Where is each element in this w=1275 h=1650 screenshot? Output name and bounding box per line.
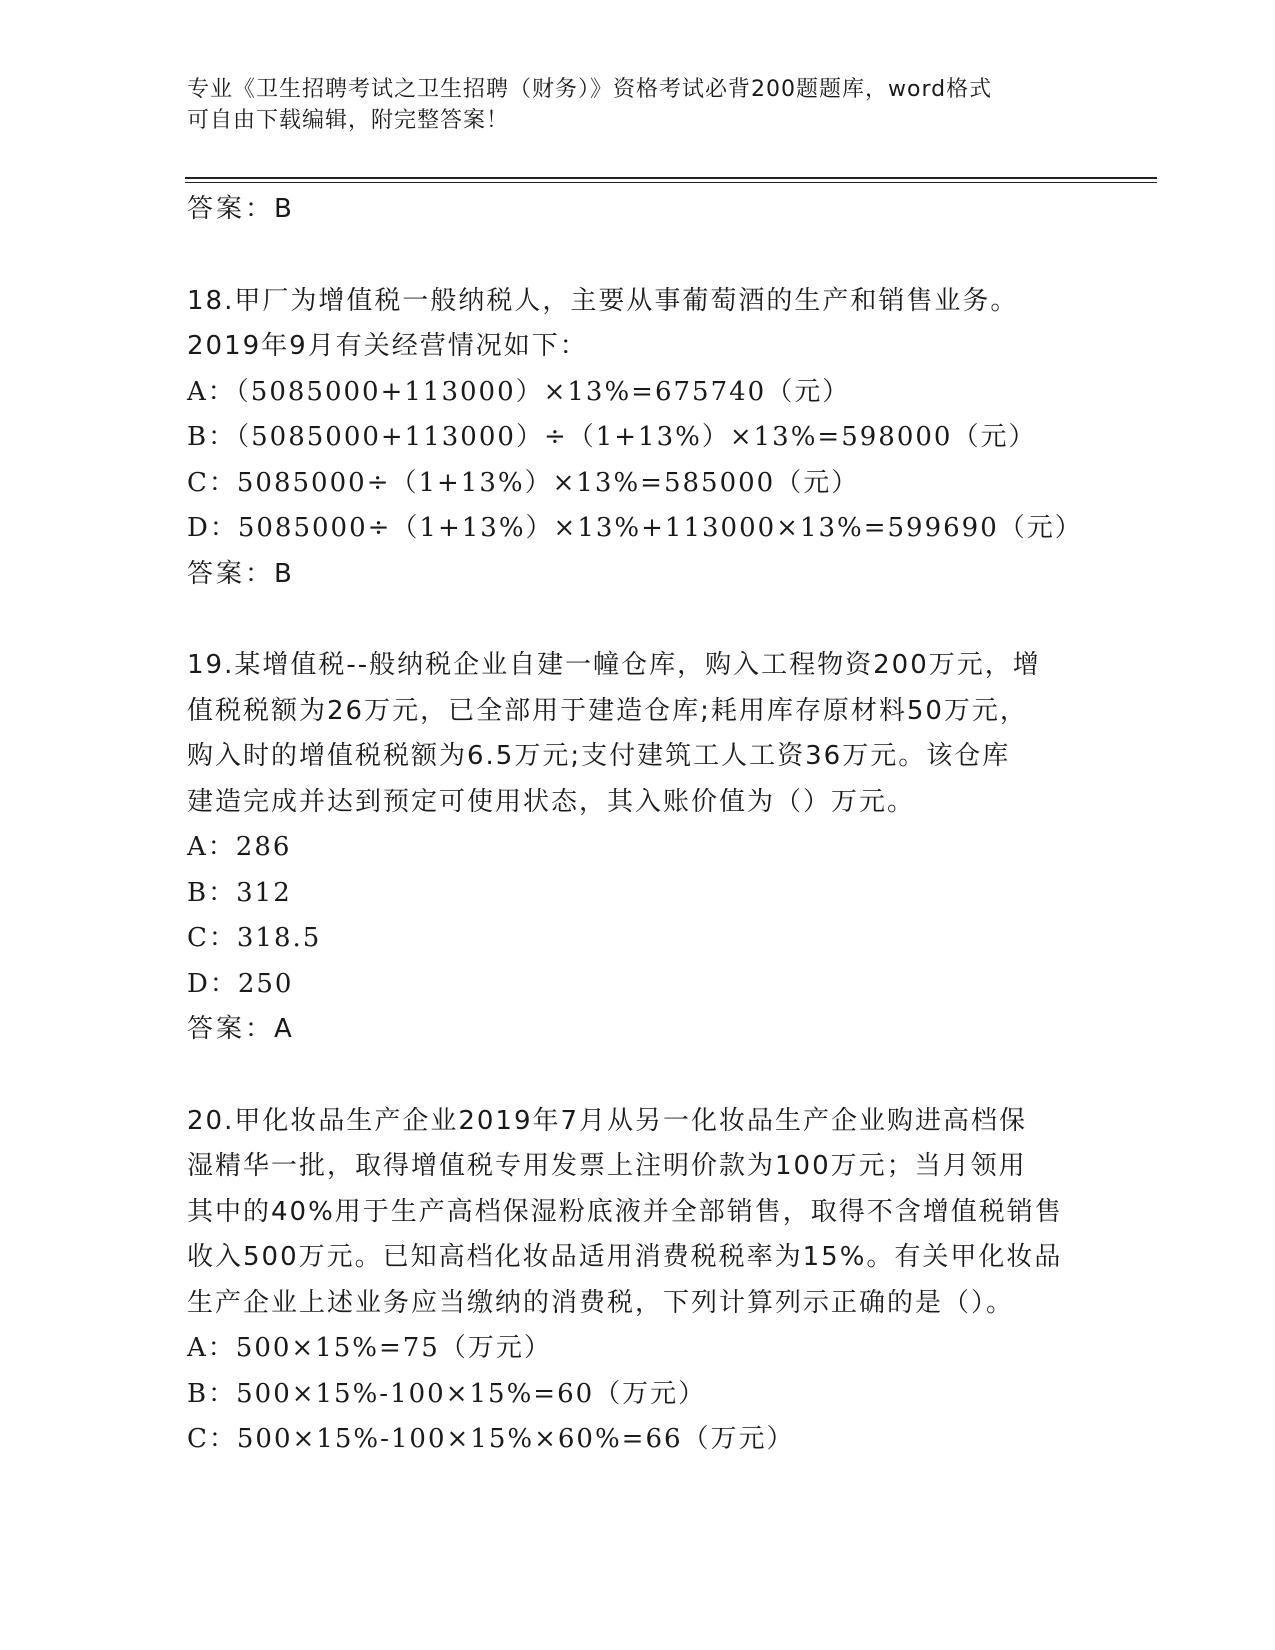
- question-text-line: 值税税额为26万元，已全部用于建造仓库;耗用库存原材料50万元，: [187, 695, 1028, 726]
- option-b: B：312: [187, 877, 292, 908]
- question-text-line: 20.甲化妆品生产企业2019年7月从另一化妆品生产企业购进高档保: [187, 1105, 1028, 1136]
- header-line-2: 可自由下载编辑，附完整答案！: [187, 108, 510, 133]
- question-text-line: 购入时的增值税税额为6.5万元;支付建筑工人工资36万元。该仓库: [187, 741, 1011, 771]
- option-d: D：5085000÷（1+13%）×13%+113000×13%=599690（元）: [187, 513, 1083, 543]
- question-text-line: 生产企业上述业务应当缴纳的消费税，下列计算列示正确的是（）。: [187, 1287, 1015, 1318]
- header-line-1: 专业《卫生招聘考试之卫生招聘（财务）》资格考试必背200题题库，word格式: [187, 77, 993, 102]
- question-18: [187, 279, 1157, 598]
- option-a: A：（5085000+113000）×13%=675740（元）: [187, 376, 851, 407]
- question-text-line: 收入500万元。已知高档化妆品适用消费税税率为15%。有关甲化妆品: [187, 1242, 1063, 1272]
- question-text-line: 2019年9月有关经营情况如下：: [187, 331, 588, 361]
- question-text-line: 湿精华一批，取得增值税专用发票上注明价款为100万元；当月领用: [187, 1151, 1027, 1181]
- question-text-line: 建造完成并达到预定可使用状态，其入账价值为（）万元。: [187, 786, 916, 817]
- question-19: [187, 643, 1157, 1053]
- answer: 答案：A: [187, 1014, 295, 1044]
- header-divider-thin: [185, 182, 1157, 183]
- option-c: C：5085000÷（1+13%）×13%=585000（元）: [187, 467, 860, 498]
- option-b: B：500×15%-100×15%=60（万元）: [187, 1378, 707, 1409]
- option-a: A：286: [187, 832, 292, 862]
- option-d: D：250: [187, 968, 294, 999]
- header-divider-thick: [185, 177, 1157, 179]
- spacer: [187, 233, 1157, 279]
- spacer: [187, 597, 1157, 643]
- question-text-line: 19.某增值税--般纳税企业自建一幢仓库，购入工程物资200万元，增: [187, 650, 1041, 680]
- option-c: C：318.5: [187, 923, 322, 953]
- previous-answer: 答案：B: [187, 194, 295, 224]
- document-body: [187, 187, 1157, 1463]
- document-header: [187, 74, 1087, 136]
- option-c: C：500×15%-100×15%×60%=66（万元）: [187, 1424, 795, 1454]
- question-text-line: 其中的40%用于生产高档保湿粉底液并全部销售，取得不含增值税销售: [187, 1196, 1063, 1227]
- option-b: B：（5085000+113000）÷（1+13%）×13%=598000（元）: [187, 422, 1037, 452]
- option-a: A：500×15%=75（万元）: [187, 1333, 552, 1363]
- spacer: [187, 1053, 1157, 1099]
- answer: 答案：B: [187, 558, 295, 589]
- question-text-line: 18.甲厂为增值税一般纳税人，主要从事葡萄酒的生产和销售业务。: [187, 285, 1019, 316]
- question-20: [187, 1099, 1157, 1463]
